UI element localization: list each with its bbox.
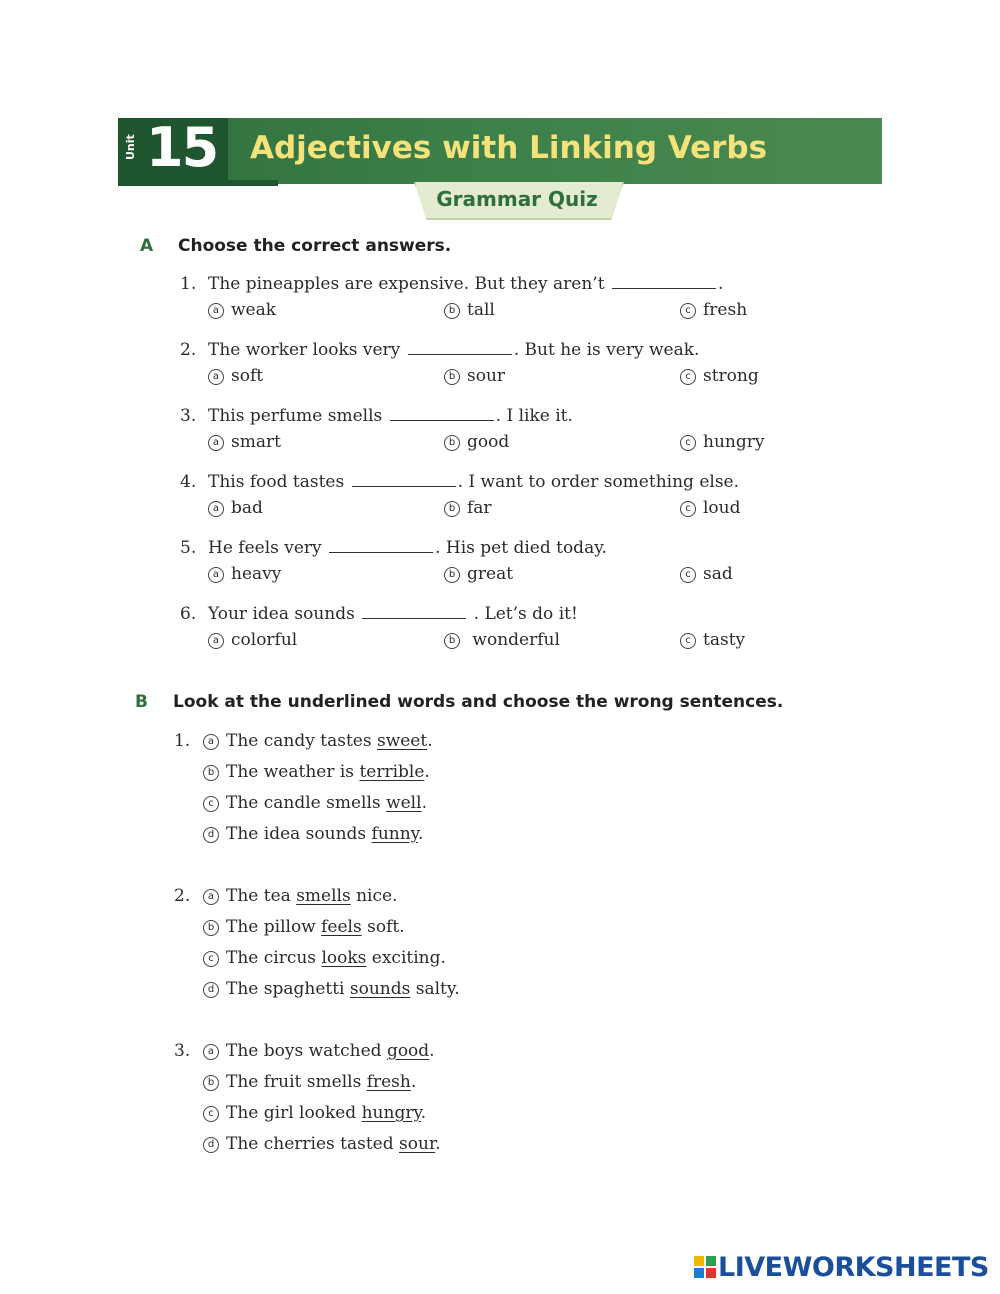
answer-option[interactable] — [680, 564, 733, 584]
question-number: 3. — [174, 1041, 191, 1061]
option-label: hungry — [703, 432, 765, 452]
option-marker-icon: b — [444, 633, 460, 649]
option-label: smart — [231, 432, 281, 452]
sentence-option[interactable] — [203, 886, 397, 906]
option-marker-icon: c — [203, 796, 219, 812]
question-text-after: . Let’s do it! — [468, 604, 578, 624]
answer-option[interactable] — [208, 498, 263, 518]
option-marker-icon: b — [444, 303, 460, 319]
answer-option[interactable] — [208, 300, 276, 320]
option-marker-icon: b — [444, 369, 460, 385]
underlined-word: well — [386, 793, 422, 813]
option-marker-icon: b — [203, 920, 219, 936]
option-marker-icon: b — [203, 1075, 219, 1091]
option-marker-icon: c — [680, 501, 696, 517]
question-row — [180, 274, 723, 294]
answer-option[interactable] — [444, 300, 495, 320]
option-marker-icon: a — [203, 734, 219, 750]
question-number: 2. — [174, 886, 191, 906]
answer-option[interactable] — [680, 498, 741, 518]
answer-blank[interactable] — [329, 551, 433, 553]
underlined-word: terrible — [359, 762, 425, 782]
sentence-end: . — [421, 793, 427, 813]
page-title: Adjectives with Linking Verbs — [250, 130, 768, 166]
answer-option[interactable] — [444, 564, 513, 584]
option-marker-icon: b — [203, 765, 219, 781]
sentence-text: The boys watched — [226, 1041, 387, 1061]
underlined-word: smells — [296, 886, 351, 906]
question-text-after: . His pet died today. — [435, 538, 607, 558]
section-a-instruction: Choose the correct answers. — [178, 236, 452, 256]
logo-grid-icon — [694, 1256, 716, 1278]
answer-option[interactable] — [208, 366, 263, 386]
option-marker-icon: a — [203, 889, 219, 905]
answer-option[interactable] — [208, 630, 297, 650]
answer-option[interactable] — [444, 498, 492, 518]
question-text-after: . — [717, 274, 724, 294]
answer-option[interactable] — [444, 630, 560, 650]
answer-blank[interactable] — [362, 617, 466, 619]
question-number: 1. — [174, 731, 191, 751]
sentence-option[interactable] — [203, 948, 446, 968]
sentence-end: . — [418, 824, 424, 844]
question-number: 1. — [180, 274, 197, 294]
section-b-letter: B — [135, 692, 148, 712]
option-label: sad — [703, 564, 733, 584]
sentence-end: nice. — [350, 886, 398, 906]
sentence-option[interactable] — [203, 917, 405, 937]
question-text-before: The pineapples are expensive. But they aren’t — [208, 274, 605, 294]
sentence-text: The girl looked — [226, 1103, 362, 1123]
question-text-before: He feels very — [208, 538, 322, 558]
liveworksheets-logo — [694, 1252, 989, 1283]
answer-blank[interactable] — [408, 353, 512, 355]
sentence-option[interactable] — [203, 762, 430, 782]
option-marker-icon: a — [208, 369, 224, 385]
option-marker-icon: a — [208, 567, 224, 583]
answer-blank[interactable] — [390, 419, 494, 421]
sentence-end: . — [427, 731, 433, 751]
option-label: strong — [703, 366, 759, 386]
sentence-option[interactable] — [203, 824, 423, 844]
question-number: 5. — [180, 538, 197, 558]
question-number: 3. — [180, 406, 197, 426]
option-marker-icon: c — [680, 633, 696, 649]
option-label: sour — [467, 366, 506, 386]
answer-option[interactable] — [444, 432, 509, 452]
sentence-text: The spaghetti — [226, 979, 350, 999]
answer-option[interactable] — [208, 564, 281, 584]
option-label: heavy — [231, 564, 282, 584]
option-marker-icon: c — [203, 951, 219, 967]
option-label: great — [467, 564, 514, 584]
question-text-before: This perfume smells — [208, 406, 383, 426]
question-number: 6. — [180, 604, 197, 624]
sentence-end: salty. — [410, 979, 460, 999]
option-marker-icon: b — [444, 435, 460, 451]
banner-accent — [118, 180, 278, 186]
section-a-letter: A — [140, 236, 154, 256]
option-marker-icon: c — [680, 435, 696, 451]
option-label: far — [467, 498, 492, 518]
sentence-text: The tea — [226, 886, 297, 906]
sentence-text: The circus — [226, 948, 322, 968]
option-label: loud — [703, 498, 741, 518]
sentence-text: The fruit smells — [226, 1072, 367, 1092]
sentence-text: The candy tastes — [226, 731, 377, 751]
section-b-instruction: Look at the underlined words and choose the wrong sentences. — [173, 692, 784, 712]
question-number: 2. — [180, 340, 197, 360]
underlined-word: looks — [321, 948, 367, 968]
option-marker-icon: d — [203, 982, 219, 998]
option-label: fresh — [703, 300, 748, 320]
sentence-end: exciting. — [366, 948, 446, 968]
question-text-before: Your idea sounds — [208, 604, 355, 624]
option-label: soft — [231, 366, 264, 386]
question-row — [180, 340, 699, 360]
sentence-text: The candle smells — [226, 793, 387, 813]
underlined-word: fresh — [366, 1072, 411, 1092]
sentence-option[interactable] — [203, 1134, 441, 1154]
sentence-end: . — [410, 1072, 417, 1092]
underlined-word: sweet — [376, 731, 428, 751]
sentence-end: . — [420, 1103, 427, 1123]
option-marker-icon: c — [680, 369, 696, 385]
option-label: weak — [231, 300, 277, 320]
question-row — [180, 406, 573, 426]
sentence-text: The cherries tasted — [226, 1134, 400, 1154]
underlined-word: good — [386, 1041, 430, 1061]
unit-number: 15 — [146, 116, 218, 179]
sentence-option[interactable] — [203, 1041, 435, 1061]
question-text-after: . But he is very weak. — [513, 340, 700, 360]
answer-option[interactable] — [680, 300, 747, 320]
underlined-word: funny — [371, 824, 419, 844]
option-marker-icon: c — [680, 567, 696, 583]
sentence-text: The weather is — [226, 762, 360, 782]
answer-option[interactable] — [680, 432, 764, 452]
answer-option[interactable] — [208, 432, 281, 452]
sentence-option[interactable] — [203, 1103, 426, 1123]
option-marker-icon: a — [208, 435, 224, 451]
option-marker-icon: b — [444, 567, 460, 583]
question-text-before: This food tastes — [208, 472, 345, 492]
question-number: 4. — [180, 472, 197, 492]
sentence-text: The pillow — [226, 917, 322, 937]
option-marker-icon: d — [203, 1137, 219, 1153]
option-label: tasty — [703, 630, 746, 650]
option-marker-icon: d — [203, 827, 219, 843]
option-label: wonderful — [467, 630, 560, 650]
sentence-end: . — [429, 1041, 435, 1061]
option-label: tall — [467, 300, 495, 320]
underlined-word: sour — [399, 1134, 436, 1154]
underlined-word: feels — [321, 917, 362, 937]
option-marker-icon: c — [680, 303, 696, 319]
sentence-option[interactable] — [203, 793, 427, 813]
option-marker-icon: a — [208, 633, 224, 649]
option-marker-icon: b — [444, 501, 460, 517]
question-text-after: . I like it. — [495, 406, 573, 426]
option-marker-icon: c — [203, 1106, 219, 1122]
question-text-after: . I want to order something else. — [457, 472, 740, 492]
question-row — [180, 604, 578, 624]
option-marker-icon: a — [208, 303, 224, 319]
question-row — [180, 538, 607, 558]
sentence-option[interactable] — [203, 731, 433, 751]
answer-option[interactable] — [680, 366, 759, 386]
question-row — [180, 472, 739, 492]
sentence-text: The idea sounds — [226, 824, 372, 844]
option-marker-icon: a — [208, 501, 224, 517]
sentence-option[interactable] — [203, 1072, 416, 1092]
underlined-word: sounds — [349, 979, 411, 999]
grammar-quiz-label: Grammar Quiz — [436, 187, 598, 211]
answer-blank[interactable] — [352, 485, 456, 487]
answer-option[interactable] — [680, 630, 745, 650]
answer-blank[interactable] — [612, 287, 716, 289]
option-label: colorful — [231, 630, 298, 650]
question-text-before: The worker looks very — [208, 340, 401, 360]
option-label: good — [467, 432, 510, 452]
sentence-end: . — [435, 1134, 441, 1154]
logo-text: LIVEWORKSHEETS — [718, 1252, 989, 1283]
unit-label: Unit — [124, 134, 137, 160]
underlined-word: hungry — [361, 1103, 421, 1123]
sentence-end: soft. — [361, 917, 405, 937]
option-marker-icon: a — [203, 1044, 219, 1060]
answer-option[interactable] — [444, 366, 505, 386]
option-label: bad — [231, 498, 263, 518]
sentence-option[interactable] — [203, 979, 460, 999]
sentence-end: . — [424, 762, 430, 782]
